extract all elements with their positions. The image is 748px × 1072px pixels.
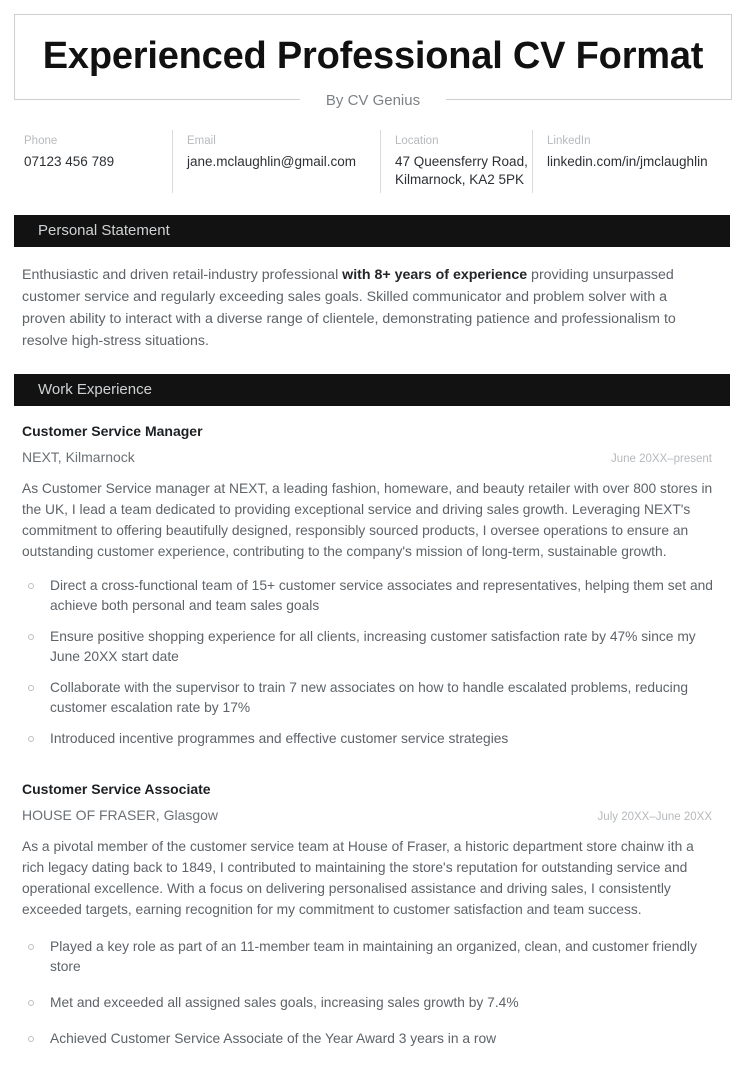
contact-value-email[interactable]: jane.mclaughlin@gmail.com <box>187 154 357 169</box>
section-title-work-experience: Work Experience <box>38 381 152 398</box>
title-box <box>14 14 732 100</box>
page-title: Experienced Professional CV Format <box>42 35 704 77</box>
statement-part-2: providing unsurpassed customer service and regularly exceeding sales goals. Skilled communicator and problem solver with a proven ability to interact with a diverse range of clientele, demonstrating patience and professionalism to resolve high-stress situations. <box>22 267 676 349</box>
job-dates: June 20XX–present <box>610 453 712 465</box>
list-item <box>22 576 714 616</box>
list-item <box>22 993 714 1013</box>
job-summary: As a pivotal member of the customer service team at House of Fraser, a historic department store chainw ith a rich legacy dating back to 1849, I contributed to maintaining the store's reputation for outstanding service and operational excellence. With a focus on delivering personalised assistance and driving sales, I consistently exceeded targets, earning recognition for my commitment to customer satisfaction and team success. <box>22 839 694 917</box>
cv-header <box>14 14 732 109</box>
contact-value-phone: 07123 456 789 <box>24 154 115 169</box>
contact-item-phone <box>14 130 172 193</box>
job-bullet-list <box>22 576 714 749</box>
circle-bullet-icon <box>28 1036 34 1042</box>
statement-highlight: with 8+ years of experience <box>342 267 528 283</box>
section-title-personal-statement: Personal Statement <box>38 222 170 239</box>
section-body-personal-statement <box>22 264 714 352</box>
contact-item-linkedin <box>532 130 742 193</box>
circle-bullet-icon <box>28 685 34 691</box>
list-item <box>22 1029 714 1049</box>
contact-label-location: Location <box>395 135 439 147</box>
contact-label-linkedin: LinkedIn <box>547 135 591 147</box>
byline: By CV Genius <box>300 90 446 111</box>
job-title: Customer Service Manager <box>22 423 203 439</box>
list-item-text: Achieved Customer Service Associate of the Year Award 3 years in a row <box>50 1031 497 1046</box>
section-header-personal-statement <box>14 215 730 247</box>
job-title: Customer Service Associate <box>22 781 211 797</box>
list-item-text: Ensure positive shopping experience for all clients, increasing customer satisfaction rate by 47% since my June 20XX start date <box>50 629 696 664</box>
section-body-work-experience <box>22 422 714 1049</box>
list-item-text: Collaborate with the supervisor to train 7 new associates on how to handle escalated problems, reducing customer escalation rate by 17% <box>50 680 689 715</box>
job-meta <box>22 448 714 467</box>
contact-label-email: Email <box>187 135 216 147</box>
personal-statement-text <box>22 264 714 352</box>
list-item <box>22 729 714 749</box>
job-company: HOUSE OF FRASER, Glasgow <box>22 807 219 823</box>
list-item-text: Met and exceeded all assigned sales goals, increasing sales growth by 7.4% <box>50 995 519 1010</box>
circle-bullet-icon <box>28 736 34 742</box>
job-dates: July 20XX–June 20XX <box>597 811 712 823</box>
statement-part-1: Enthusiastic and driven retail-industry professional <box>22 267 343 283</box>
list-item <box>22 937 714 977</box>
circle-bullet-icon <box>28 1000 34 1006</box>
contact-bar <box>14 130 734 193</box>
section-header-work-experience <box>14 374 730 406</box>
contact-label-phone: Phone <box>24 135 58 147</box>
list-item-text: Played a key role as part of an 11-member team in maintaining an organized, clean, and customer friendly store <box>50 939 698 974</box>
circle-bullet-icon <box>28 634 34 640</box>
job-summary: As Customer Service manager at NEXT, a leading fashion, homeware, and beauty retailer with over 800 stores in the UK, I lead a team dedicated to providing exceptional service and driving sales growth. Leveraging NEXT's commitment to offering beautifully designed, responsibly sourced products, I oversee operations to ensure an outstanding customer experience, contributing to the company's mission of long-term, sustainable growth. <box>22 481 713 559</box>
job-meta <box>22 806 714 825</box>
job-entry <box>22 780 714 1049</box>
circle-bullet-icon <box>28 944 34 950</box>
circle-bullet-icon <box>28 583 34 589</box>
list-item-text: Direct a cross-functional team of 15+ customer service associates and representatives, helping them set and achieve both personal and team sales goals <box>50 578 713 613</box>
list-item <box>22 627 714 667</box>
contact-value-linkedin[interactable]: linkedin.com/in/jmclaughlin <box>547 154 708 169</box>
job-bullet-list <box>22 937 714 1049</box>
list-item <box>22 678 714 718</box>
contact-value-location: 47 Queensferry Road, Kilmarnock, KA2 5PK <box>395 154 528 187</box>
contact-item-email <box>172 130 380 193</box>
job-company: NEXT, Kilmarnock <box>22 449 135 465</box>
list-item-text: Introduced incentive programmes and effective customer service strategies <box>50 731 509 746</box>
job-entry <box>22 422 714 749</box>
cv-page <box>0 14 748 1072</box>
contact-item-location <box>380 130 532 193</box>
